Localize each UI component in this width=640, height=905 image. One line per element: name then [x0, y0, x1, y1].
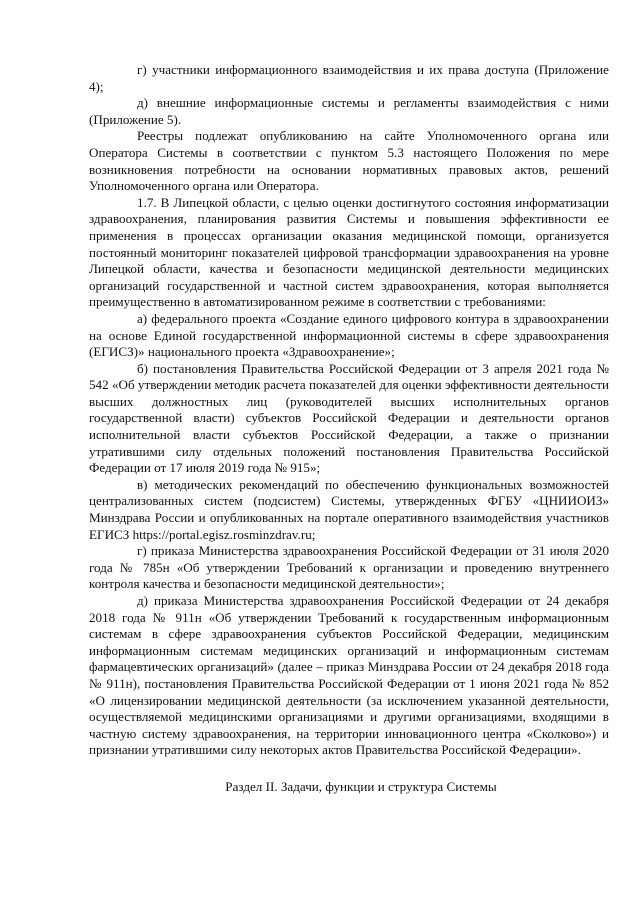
section-heading: Раздел II. Задачи, функции и структура Системы	[225, 778, 497, 794]
paragraph-requirement-g: г) приказа Министерства здравоохранения Российской Федерации от 31 июля 2020 года № 785н «Об утверждении Требований к организации и проведению внутреннего контроля качества и безопасности медицинской деятельности»;	[89, 543, 609, 592]
paragraph-item-d: д) внешние информационные системы и регламенты взаимодействия с ними (Приложение 5).	[89, 95, 609, 127]
document-page	[89, 62, 609, 796]
paragraph-requirement-v: в) методических рекомендаций по обеспечению функциональных возможностей централизованных систем (подсистем) Системы, утвержденных ФГБУ «ЦНИИОИЗ» Минздрава России и опубликованных на портале оперативного взаимодействия участников ЕГИСЗ https://portal.egisz.rosminzdrav.ru;	[89, 476, 609, 542]
paragraph-item-g: г) участники информационного взаимодействия и их права доступа (Приложение 4);	[89, 62, 609, 94]
paragraph-requirement-d: д) приказа Министерства здравоохранения Российской Федерации от 24 декабря 2018 года № 911н «Об утверждении Требований к государственным информационным системам в сфере здравоохранения субъектов Российской Федерации, медицинским информационным системам медицинских организаций и информационным системам фармацевтических организаций» (далее – приказ Минздрава России от 24 декабря 2018 года № 911н), постановления Правительства Российской Федерации от 1 июня 2021 года № 852 «О лицензировании медицинской деятельности (за исключением указанной деятельности, осуществляемой медицинскими организациями и другими организациями, входящими в частную систему здравоохранения, на территории инновационного центра «Сколково») и признании утратившими силу некоторых актов Правительства Российской Федерации».	[89, 593, 609, 758]
paragraph-requirement-a: а) федерального проекта «Создание единого цифрового контура в здравоохранении на основе Единой государственной информационной системы в сфере здравоохранения (ЕГИСЗ)» национального проекта «Здравоохранение»;	[89, 310, 609, 360]
paragraph-1-7: 1.7. В Липецкой области, с целью оценки достигнутого состояния информатизации здравоохранения, планирования развития Системы и повышения эффективности ее применения в процессах организации оказания медицинской помощи, организуется постоянный мониторинг показателей цифровой трансформации здравоохранения на уровне Липецкой области, качества и безопасности медицинской деятельности медицинских организаций государственной и частной систем здравоохранения, которая выполняется преимущественно в автоматизированном режиме в соответствии с требованиями:	[89, 194, 609, 310]
paragraph-registries: Реестры подлежат опубликованию на сайте Уполномоченного органа или Оператора Системы в соответствии с пунктом 5.3 настоящего Положения по мере возникновения потребности на основании нормативных правовых актов, решений Уполномоченного органа или Оператора.	[89, 128, 609, 194]
paragraph-requirement-b: б) постановления Правительства Российской Федерации от 3 апреля 2021 года № 542 «Об утверждении методик расчета показателей для оценки эффективности деятельности высших должностных лиц (руководителей высших исполнительных органов государственной власти) субъектов Российской Федерации и деятельности органов исполнительной власти субъектов Российской Федерации, а также о признании утратившими силу отдельных положений постановления Правительства Российской Федерации от 17 июля 2019 года № 915»;	[89, 360, 609, 476]
